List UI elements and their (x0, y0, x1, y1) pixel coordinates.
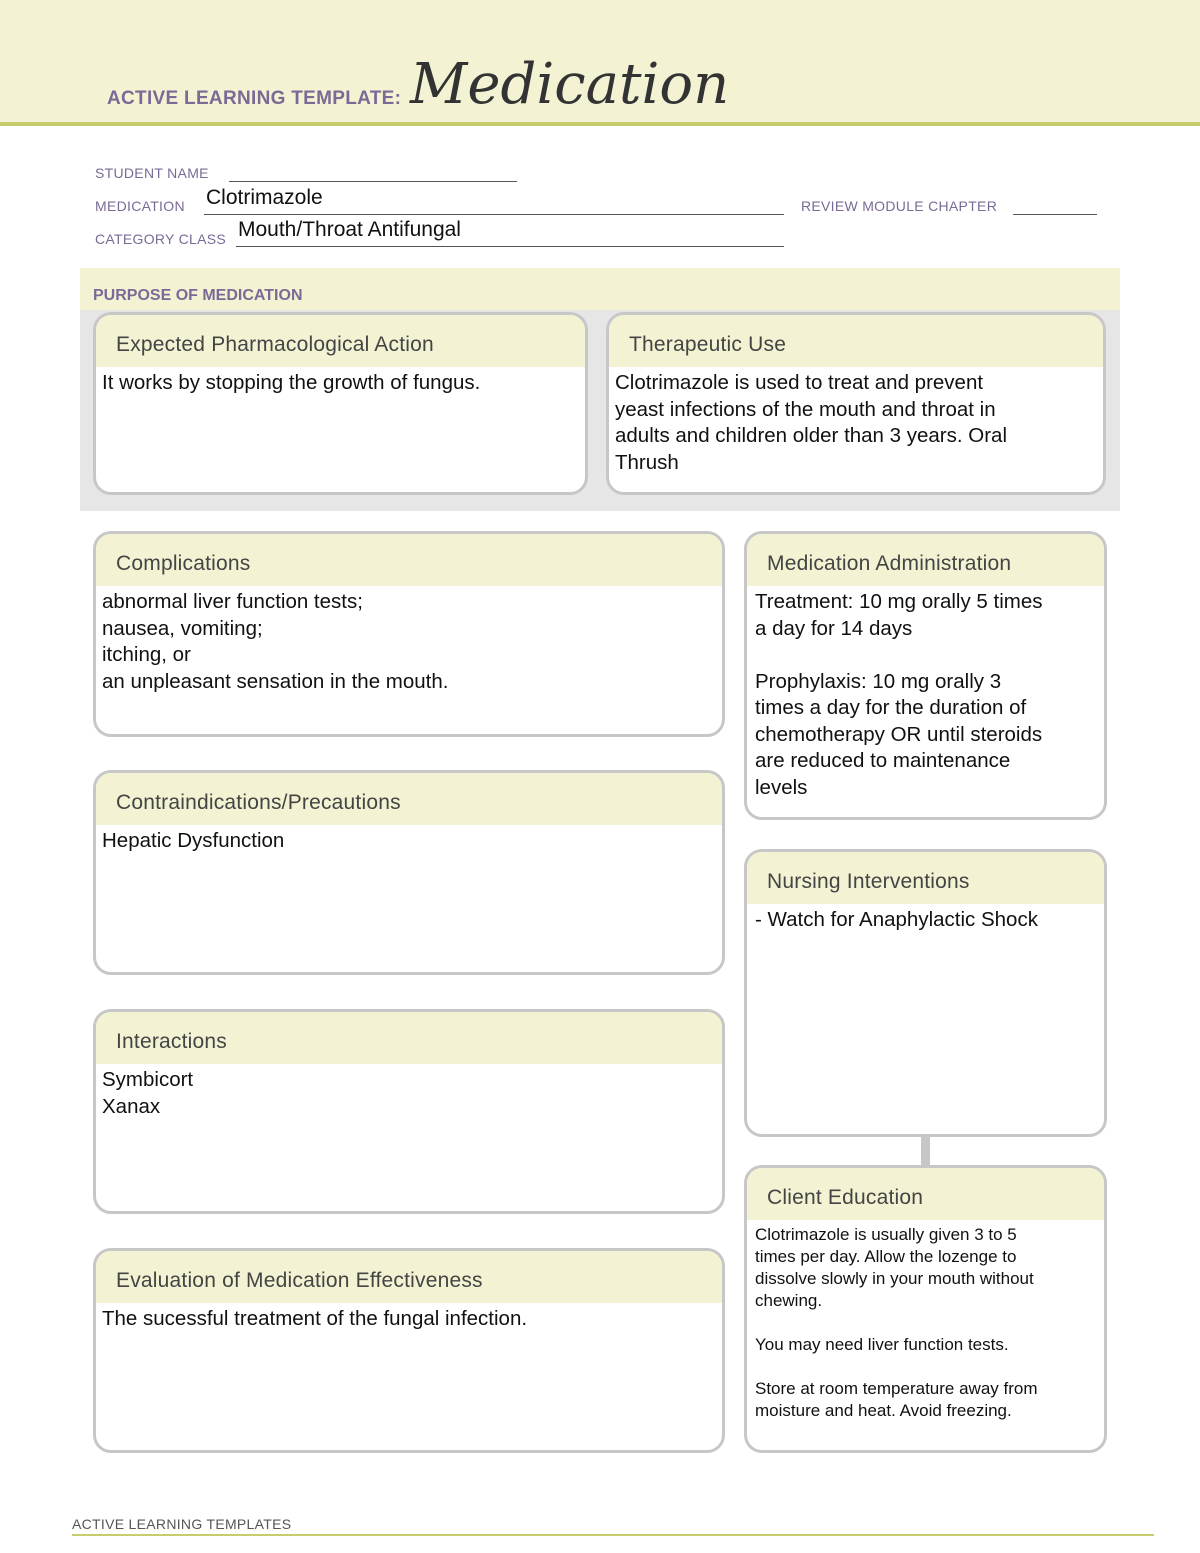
client-education-line: Clotrimazole is usually given 3 to 5 (755, 1225, 1017, 1244)
interactions-title: Interactions (96, 1012, 722, 1064)
header-divider (0, 122, 1200, 126)
template-label: ACTIVE LEARNING TEMPLATE: (107, 88, 402, 109)
complications-line: nausea, vomiting; (102, 616, 263, 640)
client-education-line: You may need liver function tests. (755, 1335, 1009, 1354)
expected-action-title: Expected Pharmacological Action (96, 315, 585, 367)
expected-action-body[interactable] (96, 367, 585, 397)
client-education-title: Client Education (747, 1168, 1104, 1220)
medication-administration-title: Medication Administration (747, 534, 1104, 586)
complications-title: Complications (96, 534, 722, 586)
expected-action-card (93, 312, 588, 495)
nursing-interventions-title: Nursing Interventions (747, 852, 1104, 904)
interactions-body[interactable] (96, 1064, 722, 1120)
administration-line: times a day for the duration of (755, 696, 1027, 719)
nursing-interventions-card (744, 849, 1107, 1137)
therapeutic-use-line: yeast infections of the mouth and throat in (615, 397, 996, 421)
contraindications-card (93, 770, 725, 975)
contraindications-body[interactable] (96, 825, 722, 855)
evaluation-title: Evaluation of Medication Effectiveness (96, 1251, 722, 1303)
page-title: Medication (410, 52, 730, 117)
administration-line: are reduced to maintenance (755, 749, 1011, 772)
client-education-body[interactable] (747, 1220, 1104, 1422)
complications-line: itching, or (102, 643, 191, 666)
client-education-spacer (755, 1356, 1098, 1378)
client-education-line: moisture and heat. Avoid freezing. (755, 1401, 1012, 1420)
interactions-line: Symbicort (102, 1068, 194, 1091)
therapeutic-use-body[interactable] (609, 367, 1103, 476)
administration-line: chemotherapy OR until steroids (755, 722, 1043, 746)
medication-field[interactable]: Clotrimazole (206, 186, 323, 209)
footer-divider (72, 1534, 1154, 1536)
medication-administration-card (744, 531, 1107, 820)
review-module-line (1013, 214, 1097, 215)
review-module-label: REVIEW MODULE CHAPTER (801, 198, 998, 214)
client-education-line: dissolve slowly in your mouth without (755, 1269, 1034, 1288)
nursing-interventions-body[interactable] (747, 904, 1104, 934)
student-name-label: STUDENT NAME (95, 165, 209, 181)
administration-line: a day for 14 days (755, 616, 913, 640)
therapeutic-use-line: Clotrimazole is used to treat and prevent (615, 371, 984, 394)
card-connector (921, 1135, 930, 1165)
student-name-line (229, 181, 517, 182)
interactions-card (93, 1009, 725, 1214)
complications-card (93, 531, 725, 737)
category-class-field[interactable]: Mouth/Throat Antifungal (238, 218, 461, 241)
evaluation-line: The sucessful treatment of the fungal infection. (102, 1307, 528, 1330)
therapeutic-use-line: adults and children older than 3 years. Oral (615, 424, 1008, 447)
complications-line: abnormal liver function tests; (102, 590, 363, 613)
administration-line: Prophylaxis: 10 mg orally 3 (755, 669, 1002, 693)
nursing-interventions-line: - Watch for Anaphylactic Shock (755, 908, 1038, 931)
interactions-line: Xanax (102, 1094, 161, 1118)
therapeutic-use-title: Therapeutic Use (609, 315, 1103, 367)
therapeutic-use-card (606, 312, 1106, 495)
category-class-label: CATEGORY CLASS (95, 231, 227, 247)
evaluation-card (93, 1248, 725, 1453)
client-education-line: Store at room temperature away from (755, 1379, 1038, 1398)
category-class-line (236, 246, 784, 247)
complications-line: an unpleasant sensation in the mouth. (102, 669, 449, 693)
client-education-card (744, 1165, 1107, 1453)
medication-administration-body[interactable] (747, 586, 1104, 801)
therapeutic-use-line: Thrush (615, 450, 679, 474)
purpose-label: PURPOSE OF MEDICATION (93, 287, 303, 304)
client-education-line: times per day. Allow the lozenge to (755, 1247, 1017, 1266)
client-education-line: chewing. (755, 1291, 823, 1310)
medication-label: MEDICATION (95, 198, 185, 214)
medication-line (204, 214, 784, 215)
administration-line: Treatment: 10 mg orally 5 times (755, 590, 1043, 613)
complications-body[interactable] (96, 586, 722, 695)
administration-line: levels (755, 775, 808, 799)
administration-spacer (755, 642, 1098, 669)
client-education-spacer (755, 1312, 1098, 1334)
evaluation-body[interactable] (96, 1303, 722, 1333)
footer-label: ACTIVE LEARNING TEMPLATES (72, 1516, 292, 1532)
expected-action-line: It works by stopping the growth of fungus. (102, 371, 481, 394)
contraindications-title: Contraindications/Precautions (96, 773, 722, 825)
contraindications-line: Hepatic Dysfunction (102, 829, 285, 852)
